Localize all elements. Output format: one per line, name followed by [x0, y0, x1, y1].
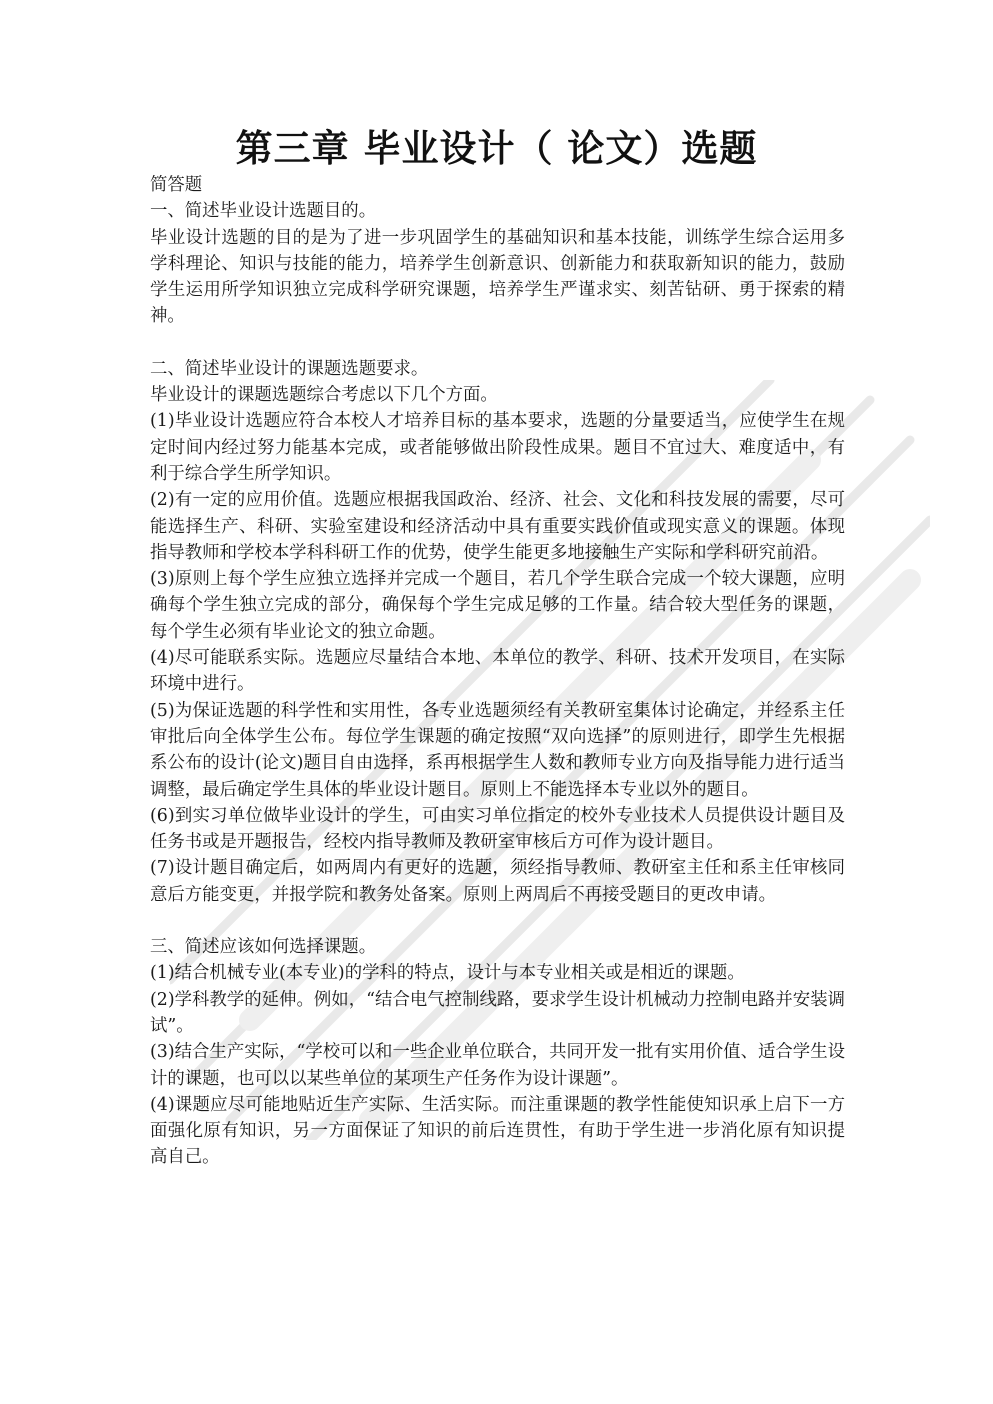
question-3-point: (2)学科教学的延伸。例如，“结合电气控制线路，要求学生设计机械动力控制电路并安装调试”。 [150, 989, 845, 1036]
question-3-point: (4)课题应尽可能地贴近生产实际、生活实际。而注重课题的教学性能使知识承上启下一方面强化原有知识，另一方面保证了知识的前后连贯性，有助于学生进一步消化原有知识提高自己。 [150, 1094, 845, 1168]
question-2-point: (2)有一定的应用价值。选题应根据我国政治、经济、社会、文化和科技发展的需要，尽可能选择生产、科研、实验室建设和经济活动中具有重要实践价值或现实意义的课题。体现指导教师和学校本学科科研工作的优势，使学生能更多地接触生产实际和学科研究前沿。 [150, 490, 845, 563]
question-2-point: (6)到实习单位做毕业设计的学生，可由实习单位指定的校外专业技术人员提供设计题目及任务书或是开题报告，经校内指导教师及教研室审核后方可作为设计题目。 [150, 805, 845, 853]
question-2-point: (1)毕业设计选题应符合本校人才培养目标的基本要求，选题的分量要适当，应使学生在规定时间内经过努力能基本完成，或者能够做出阶段性成果。题目不宜过大、难度适中，有利于综合学生所学知识。 [150, 411, 845, 484]
question-1-answer: 毕业设计选题的目的是为了进一步巩固学生的基础知识和基本技能，训练学生综合运用多学科理论、知识与技能的能力，培养学生创新意识、创新能力和获取新知识的能力，鼓励学生运用所学知识独立完成科学研究课题，培养学生严谨求实、刻苦钻研、勇于探索的精神。 [150, 227, 845, 327]
question-2-heading: 二、简述毕业设计的课题选题要求。 [150, 358, 429, 379]
paragraph-spacer [150, 908, 845, 934]
question-2-point: (3)原则上每个学生应独立选择并完成一个题目，若几个学生联合完成一个较大课题，应明确每个学生独立完成的部分，确保每个学生完成足够的工作量。结合较大型任务的课题，每个学生必须有毕业论文的独立命题。 [150, 569, 845, 642]
question-2-point: (7)设计题目确定后，如两周内有更好的选题，须经指导教师、教研室主任和系主任审核同意后方能变更，并报学院和教务处备案。原则上两周后不再接受题目的更改申请。 [150, 858, 845, 905]
question-2-intro: 毕业设计的课题选题综合考虑以下几个方面。 [150, 385, 498, 406]
document-body [150, 172, 845, 1171]
question-3-point: (3)结合生产实际，“学校可以和一些企业单位联合，共同开发一批有实用价值、适合学生设计的课题，也可以以某些单位的某项生产任务作为设计课题”。 [150, 1042, 845, 1089]
question-2-point: (4)尽可能联系实际。选题应尽量结合本地、本单位的教学、科研、技术开发项目，在实际环境中进行。 [150, 648, 845, 695]
question-3-heading: 三、简述应该如何选择课题。 [150, 937, 377, 958]
chapter-title: 第三章 毕业设计（ 论文）选题 [235, 127, 758, 170]
paragraph-spacer [150, 330, 845, 356]
question-1-heading: 一、简述毕业设计选题目的。 [150, 201, 377, 222]
section-label: 简答题 [150, 175, 203, 195]
question-3-point: (1)结合机械专业(本专业)的学科的特点，设计与本专业相关或是相近的课题。 [150, 963, 745, 984]
question-2-point: (5)为保证选题的科学性和实用性，各专业选题须经有关教研室集体讨论确定，并经系主任审批后向全体学生公布。每位学生课题的确定按照“双向选择”的原则进行，即学生先根据系公布的设计(论文)题目自由选择，系再根据学生人数和教师专业方向及指导能力进行适当调整，最后确定学生具体的毕业设计题目。原则上不能选择本专业以外的题目。 [150, 700, 845, 800]
